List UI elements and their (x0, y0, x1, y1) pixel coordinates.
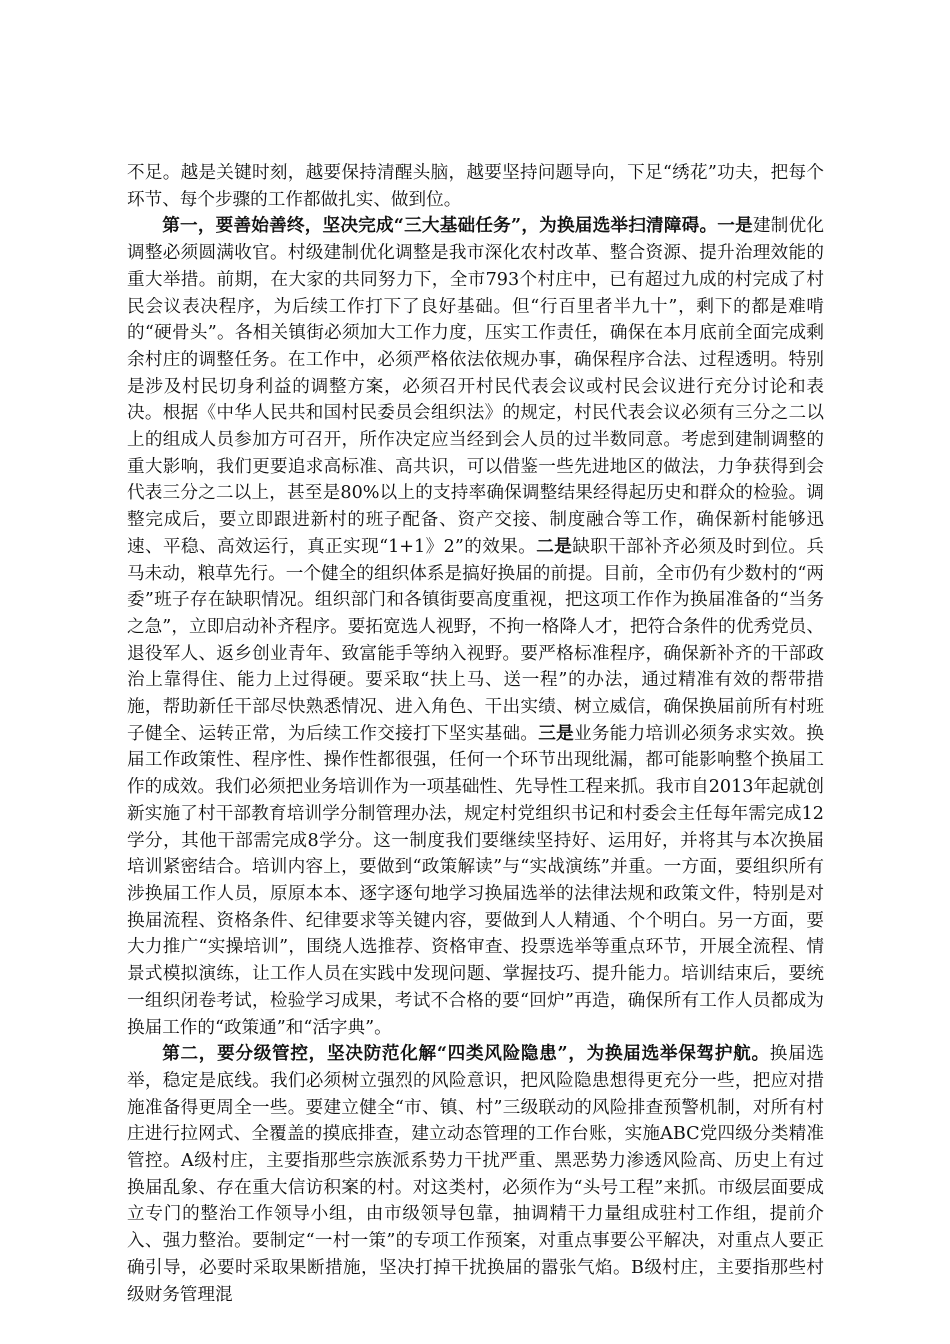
bold-text-run: 二是 (536, 535, 573, 557)
bold-text-run: 一是 (717, 215, 753, 237)
text-run: 缺职干部补齐必须及时到位。兵马未动，粮草先行。一个健全的组织体系是搞好换届的前提。目前，全市仍有少数村的“两委”班子存在缺职情况。组织部门和各镇街要高度重视，把这项工作作为换届准备的“当务之急”，立即启动补齐程序。要拓宽选人视野，不拘一格降人才，把符合条件的优秀党员、退役军人、返乡创业青年、致富能手等纳入视野。要严格标准程序，确保新补齐的干部政治上靠得住、能力上过得硬。要采取“扶上马、送一程”的办法，通过精准有效的帮带措施，帮助新任干部尽快熟悉情况、进入角色、干出实绩、树立威信，确保换届前所有村班子健全、运转正常，为后续工作交接打下坚实基础。 (127, 536, 824, 744)
bold-text-run: 第一，要善始善终，坚决完成“三大基础任务”，为换届选举扫清障碍。 (162, 215, 718, 237)
bold-text-run: 第二，要分级管控，坚决防范化解“四类风险隐患”，为换届选举保驾护航。 (162, 1043, 770, 1065)
document-body (127, 160, 824, 1308)
text-run: 建制优化调整必须圆满收官。村级建制优化调整是我市深化农村改革、整合资源、提升治理效能的重大举措。前期，在大家的共同努力下，全市793个村庄中，已有超过九成的村完成了村民会议表决程序，为后续工作打下了良好基础。但“行百里者半九十”，剩下的都是难啃的“硬骨头”。各相关镇街必须加大工作力度，压实工作责任，确保在本月底前全面完成剩余村庄的调整任务。在工作中，必须严格依法依规办事，确保程序合法、过程透明。特别是涉及村民切身利益的调整方案，必须召开村民代表会议或村民会议进行充分讨论和表决。根据《中华人民共和国村民委员会组织法》的规定，村民代表会议必须有三分之二以上的组成人员参加方可召开，所作决定应当经到会人员的过半数同意。考虑到建制调整的重大影响，我们更要追求高标准、高共识，可以借鉴一些先进地区的做法，力争获得到会代表三分之二以上，甚至是80%以上的支持率确保调整结果经得起历史和群众的检验。调整完成后，要立即跟进新村的班子配备、资产交接、制度融合等工作，确保新村能够迅速、平稳、高效运行，真正实现“1+1》2”的效果。 (127, 216, 824, 557)
text-run: 换届选举，稳定是底线。我们必须树立强烈的风险意识，把风险隐患想得更充分一些，把应对措施准备得更周全一些。要建立健全“市、镇、村”三级联动的风险排查预警机制，对所有村庄进行拉网式、全覆盖的摸底排查，建立动态管理的工作台账，实施ABC党四级分类精准管控。A级村庄，主要指那些宗族派系势力干扰严重、黑恶势力渗透风险高、历史上有过换届乱象、存在重大信访积案的村。对这类村，必须作为“头号工程”来抓。市级层面要成立专门的整治工作领导小组，由市级领导包靠，抽调精干力量组成驻村工作组，提前介入、强力整治。要制定“一村一策”的专项工作预案，对重点事要公平解决，对重点人要正确引导，必要时采取果断措施，坚决打掉干扰换届的嚣张气焰。B级村庄，主要指那些村级财务管理混 (127, 1044, 824, 1305)
paragraph (127, 1041, 824, 1308)
paragraph (127, 160, 824, 213)
text-run: 业务能力培训必须务求实效。换届工作政策性、程序性、操作性都很强，任何一个环节出现纰漏，都可能影响整个换届工作的成效。我们必须把业务培训作为一项基础性、先导性工程来抓。我市自2013年起就创新实施了村干部教育培训学分制管理办法，规定村党组织书记和村委会主任每年需完成12学分，其他干部需完成8学分。这一制度我们要继续坚持好、运用好，并将其与本次换届培训紧密结合。培训内容上，要做到“政策解读”与“实战演练”并重。一方面，要组织所有涉换届工作人员，原原本本、逐字逐句地学习换届选举的法律法规和政策文件，特别是对换届流程、资格条件、纪律要求等关键内容，要做到人人精通、个个明白。另一方面，要大力推广“实操培训”，围绕人选推荐、资格审查、投票选举等重点环节，开展全流程、情景式模拟演练，让工作人员在实践中发现问题、掌握技巧、提升能力。培训结束后，要统一组织闭卷考试，检验学习成果，考试不合格的要“回炉”再造，确保所有工作人员都成为换届工作的“政策通”和“活字典”。 (127, 723, 824, 1038)
bold-text-run: 三是 (538, 722, 574, 744)
paragraph (127, 213, 824, 1041)
text-run: 不足。越是关键时刻，越要保持清醒头脑，越要坚持问题导向，下足“绣花”功夫，把每个环节、每个步骤的工作都做扎实、做到位。 (127, 163, 824, 210)
